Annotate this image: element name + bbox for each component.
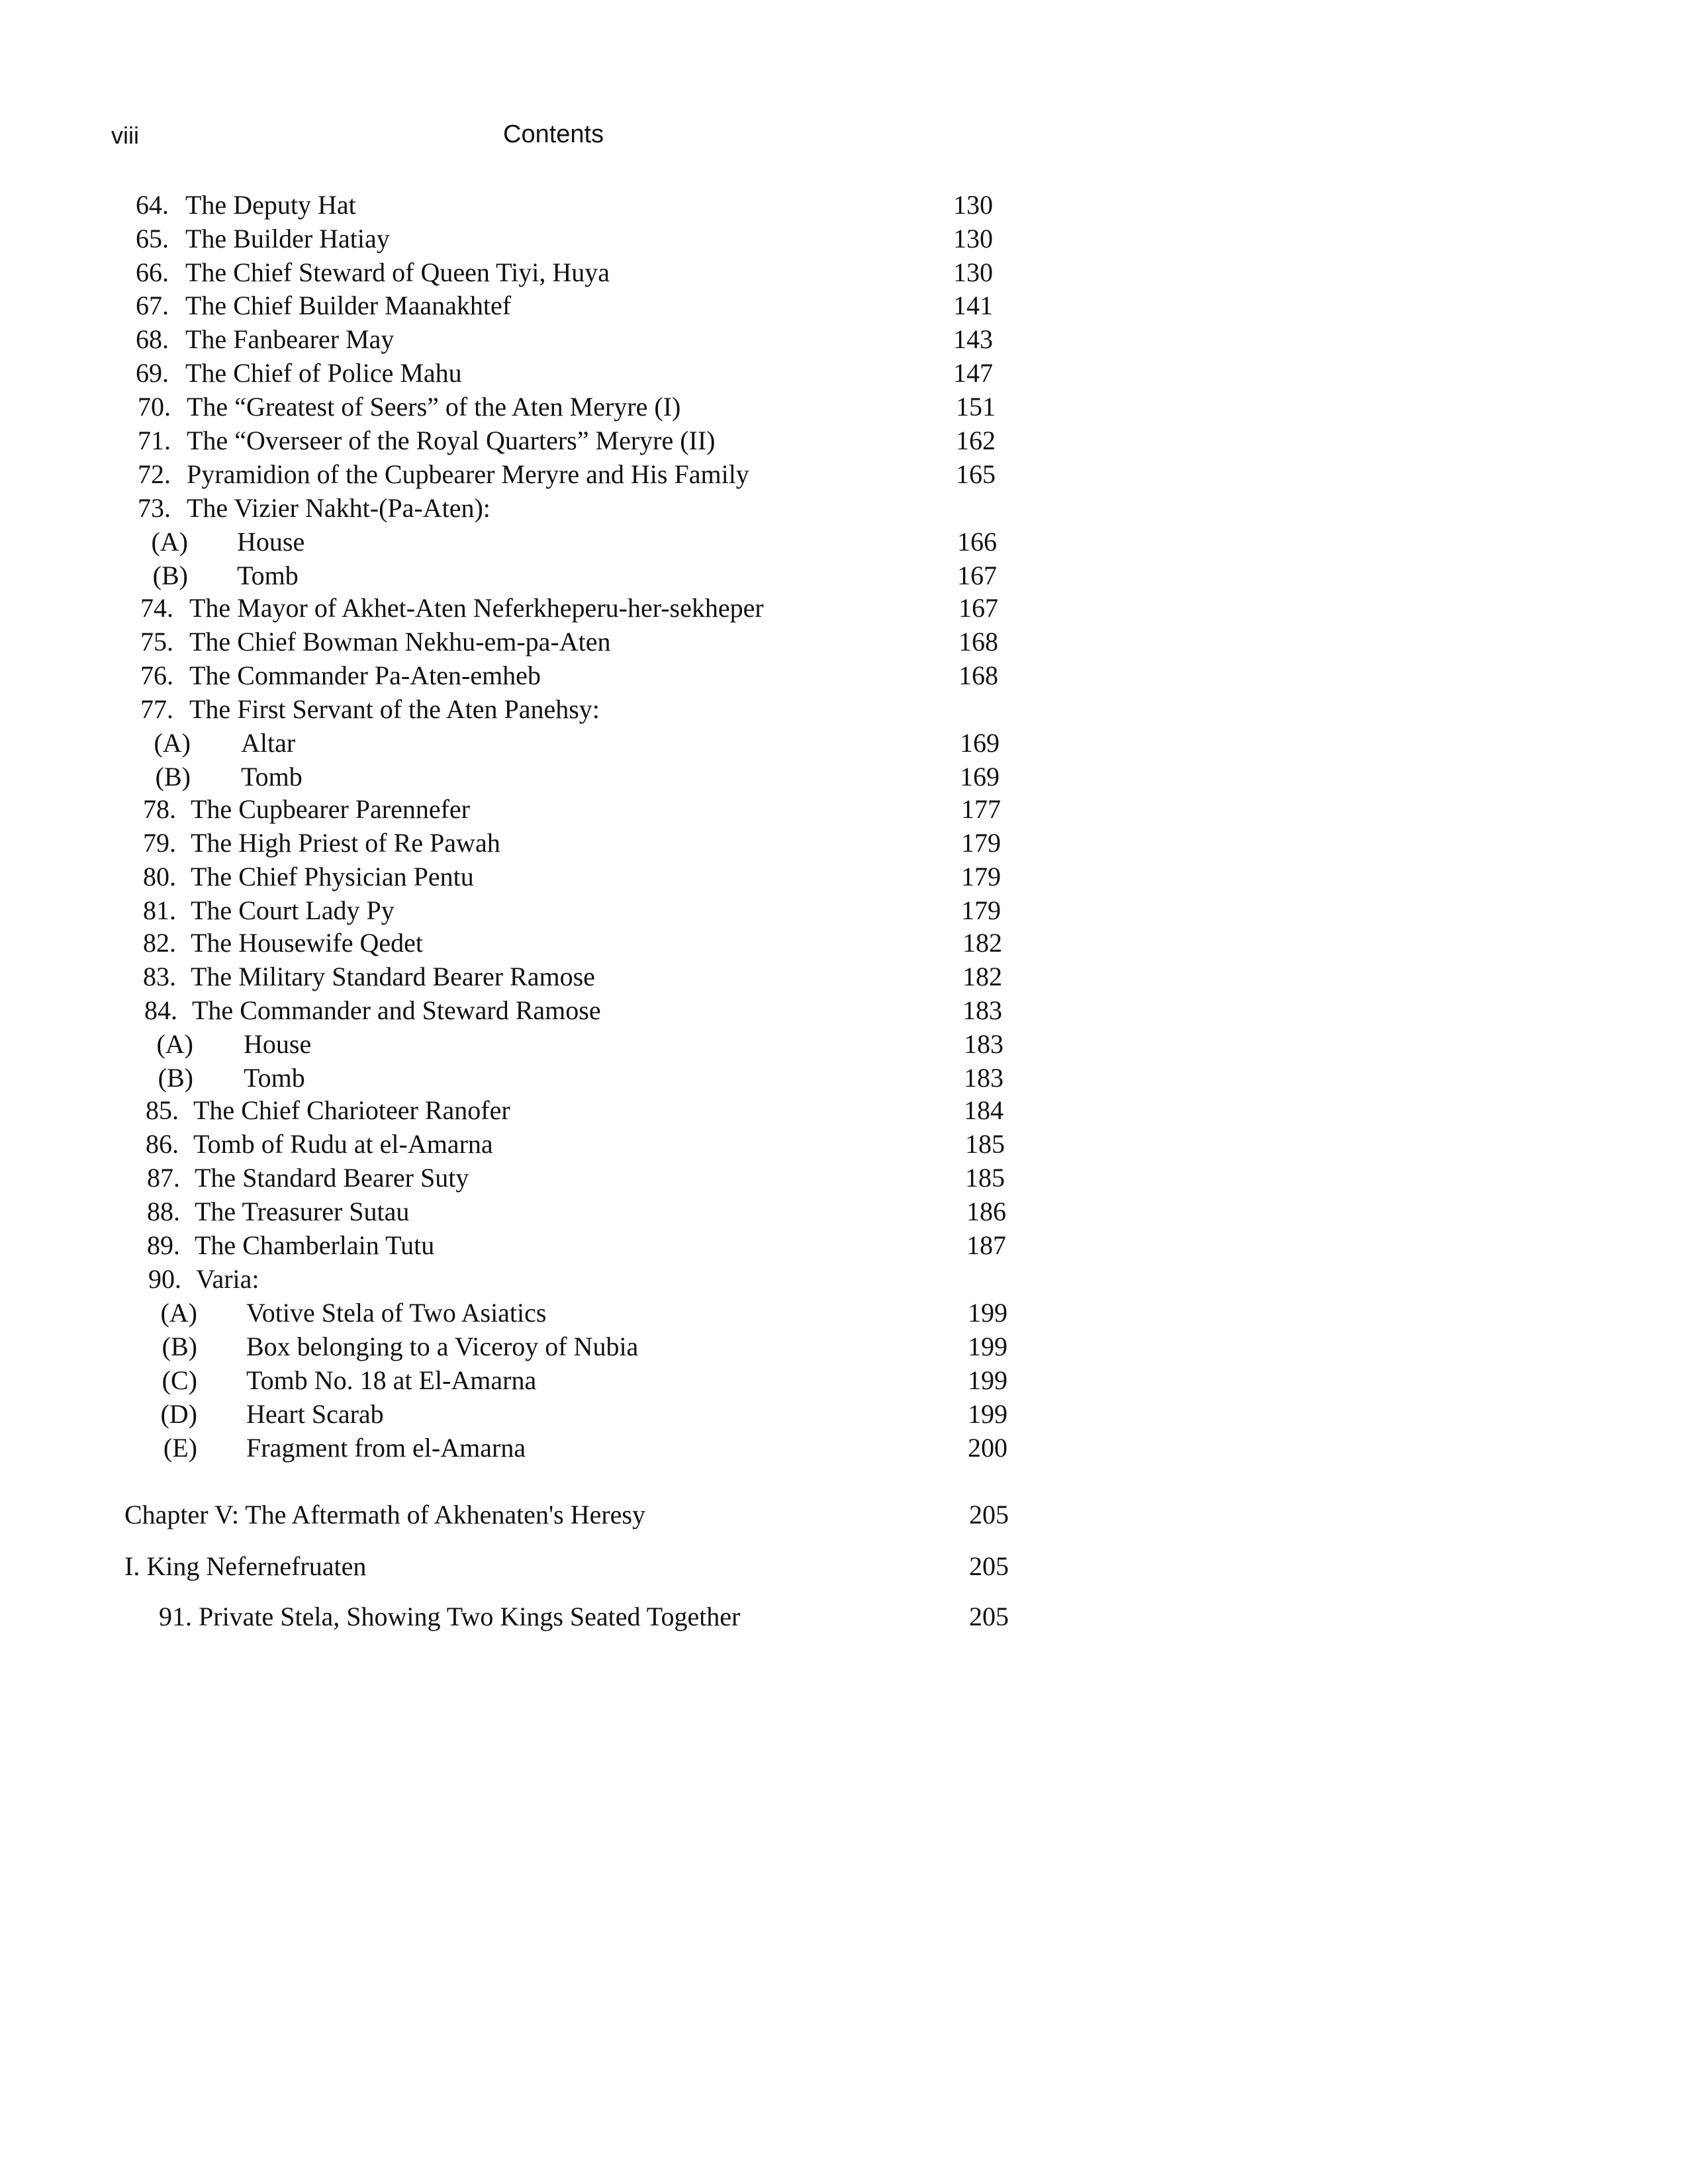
entry-page-number: 205 (969, 1500, 1009, 1529)
entry-title: The Vizier Nakht-(Pa-Aten): (187, 493, 491, 523)
toc-entry (0, 1128, 1684, 1161)
entry-page-number: 168 (959, 660, 998, 690)
entry-number: 86. (146, 1129, 179, 1159)
entry-number: (A) (151, 527, 188, 557)
entry-number: (A) (156, 1029, 193, 1059)
entry-page-number: 183 (964, 1029, 1004, 1059)
entry-number: 65. (136, 224, 169, 253)
entry-title: House (237, 527, 305, 557)
entry-title: The First Servant of the Aten Panehsy: (189, 694, 600, 724)
entry-page-number: 183 (962, 995, 1002, 1025)
entry-page-number: 199 (968, 1399, 1007, 1429)
entry-page-number: 184 (964, 1095, 1004, 1125)
entry-title: The Chief Charioteer Ranofer (193, 1095, 510, 1125)
entry-page-number: 141 (953, 291, 993, 320)
toc-entry (0, 1229, 1684, 1262)
entry-number: 67. (136, 291, 169, 320)
entry-page-number: 185 (965, 1163, 1005, 1193)
entry-number: 70. (138, 392, 171, 422)
entry-title: Heart Scarab (246, 1399, 384, 1429)
toc-entry (0, 693, 1684, 726)
entry-title: Tomb (237, 561, 299, 590)
entry-title: The “Greatest of Seers” of the Aten Meryre (I) (187, 392, 681, 422)
entry-page-number: 179 (961, 862, 1001, 891)
toc-entry (0, 189, 1684, 222)
toc-entry (0, 927, 1684, 960)
entry-title: Tomb of Rudu at el-Amarna (193, 1129, 493, 1159)
entry-page-number: 186 (966, 1197, 1006, 1226)
entry-page-number: 205 (969, 1602, 1009, 1631)
entry-title: Tomb No. 18 at El-Amarna (246, 1365, 537, 1395)
entry-page-number: 147 (953, 358, 993, 388)
entry-number: (C) (162, 1365, 197, 1395)
entry-title: The Mayor of Akhet-Aten Neferkheperu-her-sekheper (189, 593, 764, 623)
entry-number: (A) (154, 728, 191, 758)
entry-title: Tomb (241, 762, 303, 792)
entry-title: The Chief Bowman Nekhu-em-pa-Aten (189, 627, 611, 657)
entry-title: Fragment from el-Amarna (246, 1433, 526, 1463)
entry-number: (B) (158, 1063, 193, 1093)
entry-number: 66. (136, 257, 169, 287)
entry-title: The Chief Builder Maanakhtef (185, 291, 512, 320)
toc-subentry (0, 1297, 1684, 1330)
toc-entry (0, 592, 1684, 625)
entry-page-number: 200 (968, 1433, 1007, 1463)
entry-title: The Fanbearer May (185, 324, 395, 354)
entry-title: The Builder Hatiay (185, 224, 390, 253)
entry-page-number: 165 (956, 459, 996, 489)
toc-subentry (0, 1028, 1684, 1061)
toc-entry (0, 256, 1684, 289)
entry-number: 74. (140, 593, 173, 623)
entry-title: Votive Stela of Two Asiatics (246, 1298, 547, 1328)
entry-number: 64. (136, 190, 169, 220)
entry-number: 80. (143, 862, 176, 891)
entry-page-number: 183 (964, 1063, 1004, 1093)
entry-number: 90. (148, 1264, 181, 1294)
toc-entry (0, 289, 1684, 322)
toc-entry (0, 827, 1684, 860)
toc-subentry (0, 1330, 1684, 1363)
entry-title: I. King Nefernefruaten (124, 1551, 367, 1581)
entry-page-number: 168 (959, 627, 998, 657)
entry-number: 73. (138, 493, 171, 523)
toc-entry (0, 323, 1684, 356)
entry-title: Private Stela, Showing Two Kings Seated Together (199, 1602, 741, 1631)
toc-entry (0, 860, 1684, 893)
toc-entry (0, 390, 1684, 424)
entry-number: 69. (136, 358, 169, 388)
entry-page-number: 130 (953, 257, 993, 287)
entry-title: The High Priest of Re Pawah (191, 828, 500, 858)
entry-number: 81. (143, 895, 176, 925)
entry-page-number: 167 (957, 561, 997, 590)
toc-entry (0, 625, 1684, 659)
entry-page-number: 143 (953, 324, 993, 354)
entry-number: 82. (143, 928, 176, 958)
entry-page-number: 199 (968, 1365, 1007, 1395)
toc-subentry (0, 559, 1684, 592)
toc-subentry (0, 1062, 1684, 1095)
entry-page-number: 199 (968, 1298, 1007, 1328)
page-number: viii (111, 122, 139, 149)
entry-number: 72. (138, 459, 171, 489)
entry-title: The Military Standard Bearer Ramose (191, 962, 595, 991)
toc-subentry (0, 727, 1684, 760)
entry-title: Varia: (196, 1264, 259, 1294)
entry-number: 76. (140, 660, 173, 690)
entry-number: (D) (160, 1399, 197, 1429)
entry-page-number: 169 (960, 762, 1000, 792)
toc-entry (0, 357, 1684, 390)
entry-number: 77. (140, 694, 173, 724)
entry-number: 83. (143, 962, 176, 991)
entry-title: The Standard Bearer Suty (195, 1163, 469, 1193)
toc-entry (0, 1094, 1684, 1127)
toc-entry (0, 994, 1684, 1027)
toc-subentry (0, 760, 1684, 794)
entry-title: Tomb (244, 1063, 305, 1093)
entry-page-number: 182 (962, 928, 1002, 958)
entry-page-number: 179 (961, 828, 1001, 858)
entry-title: The Deputy Hat (185, 190, 356, 220)
entry-page-number: 187 (966, 1230, 1006, 1260)
entry-title: The Chamberlain Tutu (195, 1230, 435, 1260)
entry-title: Altar (241, 728, 296, 758)
entry-number: 85. (146, 1095, 179, 1125)
entry-title: The Commander and Steward Ramose (192, 995, 601, 1025)
entry-title: The Court Lady Py (191, 895, 395, 925)
entry-number: 88. (147, 1197, 180, 1226)
toc-entry (0, 492, 1684, 525)
toc-entry (0, 1195, 1684, 1228)
toc-entry (0, 793, 1684, 826)
entry-page-number: 177 (961, 794, 1001, 824)
entry-number: 79. (143, 828, 176, 858)
toc-subentry (0, 1398, 1684, 1431)
entry-title: The Housewife Qedet (191, 928, 423, 958)
toc-entry (0, 1161, 1684, 1195)
entry-title: The “Overseer of the Royal Quarters” Meryre (II) (187, 426, 716, 455)
entry-title: The Treasurer Sutau (195, 1197, 410, 1226)
toc-subentry (0, 525, 1684, 559)
toc-entry (0, 222, 1684, 255)
entry-number: 71. (138, 426, 171, 455)
toc-subentry (0, 1364, 1684, 1397)
toc-heading-row (0, 1498, 1684, 1531)
entry-number: (E) (163, 1433, 197, 1463)
entry-number: 78. (143, 794, 176, 824)
entry-number: (B) (155, 762, 191, 792)
entry-page-number: 130 (953, 224, 993, 253)
entry-number: 75. (140, 627, 173, 657)
toc-entry (0, 424, 1684, 457)
toc-entry (0, 894, 1684, 927)
entry-title: The Chief Steward of Queen Tiyi, Huya (185, 257, 610, 287)
entry-page-number: 185 (965, 1129, 1005, 1159)
entry-title: The Commander Pa-Aten-emheb (189, 660, 541, 690)
entry-title: The Cupbearer Parennefer (191, 794, 470, 824)
entry-title: House (244, 1029, 312, 1059)
toc-entry (0, 1263, 1684, 1296)
entry-title: Chapter V: The Aftermath of Akhenaten's Heresy (124, 1500, 645, 1529)
entry-number: (B) (162, 1332, 197, 1361)
toc-entry (0, 458, 1684, 491)
entry-title: The Chief of Police Mahu (185, 358, 462, 388)
toc-subentry (0, 1432, 1684, 1465)
entry-number: 87. (147, 1163, 180, 1193)
running-head: Contents (503, 120, 604, 148)
toc-entry (0, 1600, 1684, 1633)
entry-page-number: 162 (956, 426, 996, 455)
entry-number: 91. (159, 1602, 192, 1631)
entry-page-number: 166 (957, 527, 997, 557)
entry-page-number: 182 (962, 962, 1002, 991)
toc-entry (0, 659, 1684, 692)
entry-page-number: 130 (953, 190, 993, 220)
toc-heading-row (0, 1550, 1684, 1583)
entry-page-number: 167 (959, 593, 998, 623)
entry-number: 84. (144, 995, 177, 1025)
entry-title: Pyramidion of the Cupbearer Meryre and His Family (187, 459, 749, 489)
entry-page-number: 205 (969, 1551, 1009, 1581)
entry-title: Box belonging to a Viceroy of Nubia (246, 1332, 639, 1361)
entry-page-number: 179 (961, 895, 1001, 925)
toc-entry (0, 960, 1684, 993)
entry-title: The Chief Physician Pentu (191, 862, 474, 891)
entry-page-number: 151 (956, 392, 996, 422)
entry-number: 68. (136, 324, 169, 354)
entry-number: (B) (152, 561, 188, 590)
entry-page-number: 199 (968, 1332, 1007, 1361)
entry-number: 89. (147, 1230, 180, 1260)
entry-number: (A) (160, 1298, 197, 1328)
entry-page-number: 169 (960, 728, 1000, 758)
